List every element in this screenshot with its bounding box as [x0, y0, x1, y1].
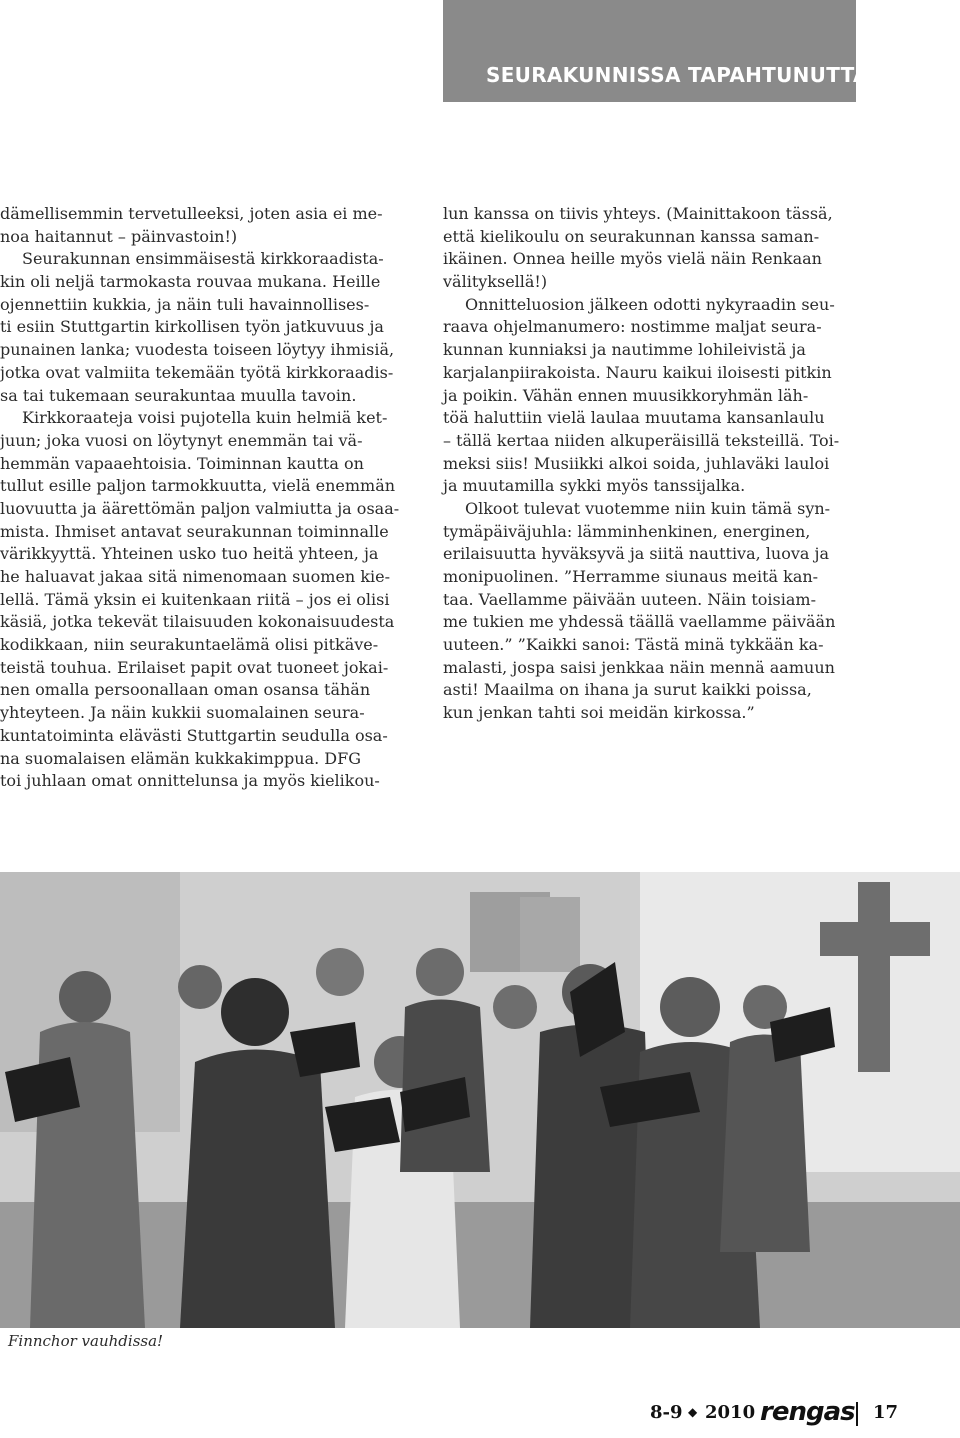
text-line: toi juhlaan omat onnittelunsa ja myös kielikou-	[0, 771, 380, 791]
text-line: tullut esille paljon tarmokkuutta, vielä enemmän	[0, 476, 396, 496]
text-line: kodikkaan, niin seurakuntaelämä olisi pitkäve-	[0, 635, 379, 655]
text-line: että kielikoulu on seurakunnan kanssa saman-	[443, 226, 820, 246]
article-column-right	[443, 203, 860, 725]
text-line: – tällä kertaa niiden alkuperäisillä teksteillä. Toi-	[443, 430, 840, 450]
text-line: lun kanssa on tiivis yhteys. (Mainittakoon tässä,	[443, 204, 833, 223]
photo-caption: Finnchor vauhdissa!	[8, 1332, 164, 1350]
text-line: dämellisemmin tervetulleeksi, joten asia ei me-	[0, 204, 383, 223]
text-line: tymäpäiväjuhla: lämminhenkinen, energinen,	[443, 521, 811, 541]
text-line: jotka ovat valmiita tekemään työtä kirkkoraadis-	[0, 362, 394, 382]
text-line: välityksellä!)	[443, 272, 548, 292]
text-line: ikäinen. Onnea heille myös vielä näin Renkaan	[443, 249, 822, 269]
article-column-left	[0, 203, 416, 793]
footer-divider	[856, 1402, 858, 1426]
magazine-logo: rengas	[760, 1397, 855, 1427]
text-line: he haluavat jakaa sitä nimenomaan suomen kie-	[0, 567, 391, 586]
text-line: Onnitteluosion jälkeen odotti nykyraadin seu-	[465, 294, 835, 314]
text-line: meksi siis! Musiikki alkoi soida, juhlaväki lauloi	[443, 453, 830, 473]
text-line: ja muutamilla sykki myös tanssijalka.	[443, 476, 746, 496]
text-line: erilaisuutta hyväksyvä ja siitä nauttiva, luova ja	[443, 544, 830, 564]
page-footer	[0, 1390, 960, 1430]
section-title: SEURAKUNNISSA TAPAHTUNUTTA	[486, 63, 869, 87]
text-line: Kirkkoraateja voisi pujotella kuin helmiä ket-	[22, 408, 388, 428]
text-line: karjalanpiirakoista. Nauru kaikui iloisesti pitkin	[443, 362, 832, 382]
text-line: monipuolinen. ”Herramme siunaus meitä kan-	[443, 567, 819, 586]
text-line: asti! Maailma on ihana ja surut kaikki poissa,	[443, 680, 812, 700]
text-line: raava ohjelmanumero: nostimme maljat seura-	[443, 317, 822, 337]
text-line: hemmän vapaaehtoisia. Toiminnan kautta on	[0, 453, 364, 473]
text-line: sa tai tukemaan seurakuntaa muulla tavoin.	[0, 385, 357, 405]
text-line: na suomalaisen elämän kukkakimppua. DFG	[0, 748, 361, 768]
text-line: luovuutta ja äärettömän paljon valmiutta ja osaa-	[0, 498, 400, 518]
text-line: värikkyyttä. Yhteinen usko tuo heitä yhteen, ja	[0, 544, 379, 564]
text-line: kun jenkan tahti soi meidän kirkossa.”	[443, 703, 755, 723]
issue-number: 8-9	[650, 1402, 683, 1423]
text-line: kin oli neljä tarmokasta rouvaa mukana. Heille	[0, 272, 381, 292]
text-line: kuntatoiminta elävästi Stuttgartin seudulla osa-	[0, 725, 388, 745]
text-line: mista. Ihmiset antavat seurakunnan toiminnalle	[0, 521, 389, 541]
text-line: uuteen.” ”Kaikki sanoi: Tästä minä tykkään ka-	[443, 635, 824, 655]
text-line: me tukien me yhdessä täällä vaellamme päivään	[443, 612, 836, 632]
choir-photo	[0, 872, 960, 1328]
text-line: noa haitannut – päinvastoin!)	[0, 226, 238, 246]
text-line: yhteyteen. Ja näin kukkii suomalainen seura-	[0, 703, 365, 723]
text-line: taa. Vaellamme päivään uuteen. Näin toisiam-	[443, 589, 816, 609]
text-line: ojennettiin kukkia, ja näin tuli havainnollises-	[0, 294, 370, 314]
text-line: juun; joka vuosi on löytynyt enemmän tai vä-	[0, 430, 363, 450]
text-line: lellä. Tämä yksin ei kuitenkaan riitä – jos ei olisi	[0, 589, 390, 609]
text-line: malasti, jospa saisi jenkkaa näin mennä aamuun	[443, 657, 835, 677]
text-line: Olkoot tulevat vuotemme niin kuin tämä syn-	[465, 498, 831, 518]
text-line: punainen lanka; vuodesta toiseen löytyy ihmisiä,	[0, 340, 395, 360]
text-line: ti esiin Stuttgartin kirkollisen työn jatkuvuus ja	[0, 317, 384, 337]
diamond-icon: ◆	[688, 1405, 698, 1419]
text-line: Seurakunnan ensimmäisestä kirkkoraadista-	[22, 249, 384, 269]
text-line: käsiä, jotka tekevät tilaisuuden kokonaisuudesta	[0, 612, 395, 632]
text-line: ja poikin. Vähän ennen muusikkoryhmän läh-	[443, 385, 809, 405]
text-line: teistä touhua. Erilaiset papit ovat tuoneet jokai-	[0, 657, 389, 677]
text-line: töä haluttiin vielä laulaa muutama kansanlaulu	[443, 408, 825, 428]
text-line: nen omalla persoonallaan oman osansa tähän	[0, 680, 371, 700]
text-line: kunnan kunniaksi ja nautimme lohileivistä ja	[443, 340, 806, 360]
issue-year: 2010	[705, 1402, 756, 1423]
page-number: 17	[873, 1402, 899, 1423]
